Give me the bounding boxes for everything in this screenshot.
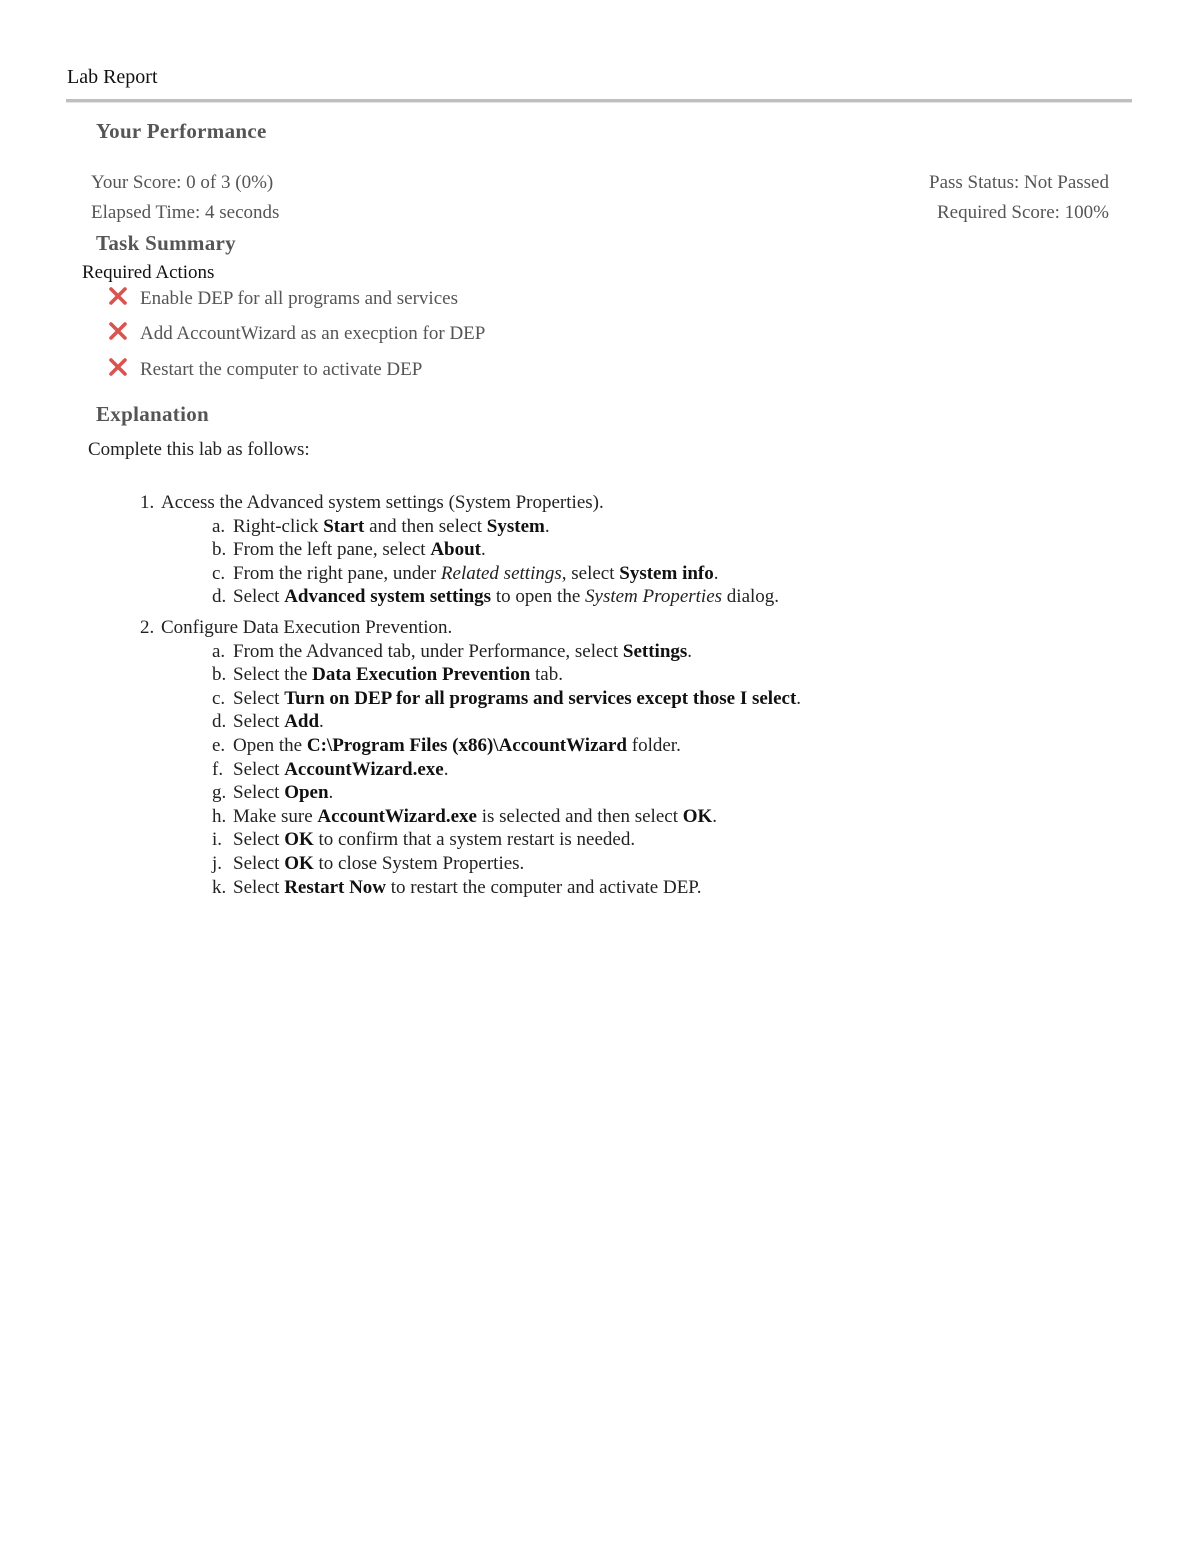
step-number: 1. [140,492,155,513]
required-actions-label: Required Actions [82,262,215,283]
ui-term: Start [323,515,365,537]
substep-text: From the Advanced tab, under Performance, select [233,640,623,662]
substep-text: and then select [364,515,487,537]
substep-item [212,781,801,805]
substep-text: . [544,515,550,537]
fail-x-icon [108,286,128,306]
substep-item [212,687,801,711]
substep-text: Make sure [233,805,318,827]
elapsed-time-text: Elapsed Time: 4 seconds [91,202,280,223]
score-text: Your Score: 0 of 3 (0%) [91,172,274,193]
step-heading [140,616,801,640]
ui-term: System [486,515,545,537]
ui-term: OK [284,829,314,851]
ui-term: Data Execution Prevention [312,664,531,686]
substep-text: . [481,539,486,561]
substep-text: Select [233,758,285,780]
substep-letter: d. [212,711,227,733]
substep-item [212,828,801,852]
substep-letter: c. [212,687,226,709]
substep-text: Select [233,876,285,898]
substep-text: to open the [491,586,586,608]
required-score-text: Required Score: 100% [936,202,1109,223]
substep-text: tab. [530,664,563,686]
substep-item [212,805,801,829]
substep-text: . [328,782,334,804]
substep-letter: d. [212,586,227,608]
substep-letter: e. [212,734,226,756]
emphasis-text: Related settings [440,562,562,584]
substep-letter: h. [212,805,227,827]
fail-x-icon [108,357,128,377]
substep-letter: a. [212,640,226,662]
header-divider [66,99,1132,103]
substep-text: dialog. [722,586,780,608]
ui-term: Turn on DEP for all programs and services except those I select [284,687,797,709]
task-item [108,357,422,381]
step-heading [140,491,801,515]
substep-text: is selected and then select [476,805,683,827]
substep-text: folder. [627,734,681,756]
substep-letter: b. [212,539,227,561]
substep-letter: a. [212,515,226,537]
substep-text: Right-click [233,515,324,537]
ui-term: AccountWizard.exe [317,805,477,827]
substep-letter: b. [212,664,227,686]
ui-term: Open [284,782,329,804]
substep-text: to close System Properties. [313,852,525,874]
substep-item [212,585,801,609]
ui-term: C:\Program Files (x86)\AccountWizard [306,734,627,756]
ui-term: About [430,539,482,561]
task-item-label: Enable DEP for all programs and services [140,288,458,309]
explanation-heading: Explanation [96,402,210,426]
substep-list [212,640,801,900]
substep-text: From the left pane, select [233,539,431,561]
page-title: Lab Report [67,66,158,88]
substep-text: Select [233,852,285,874]
ui-term: OK [284,852,314,874]
substep-item [212,876,801,900]
substep-text: Select the [233,664,313,686]
pass-status-text: Pass Status: Not Passed [929,172,1109,193]
step-text: Configure Data Execution Prevention. [161,616,453,638]
substep-item [212,663,801,687]
substep-item [212,562,801,586]
substep-item [212,538,801,562]
ui-term: Advanced system settings [284,586,492,608]
emphasis-text: System Properties [585,586,723,608]
substep-letter: g. [212,782,227,804]
instruction-steps [140,491,801,906]
substep-text: . [687,640,693,662]
substep-text: Select [233,687,285,709]
ui-term: System info [619,562,714,584]
substep-letter: c. [212,562,226,584]
ui-term: Restart Now [284,876,387,898]
substep-text: . [319,711,324,733]
substep-text: . [712,805,718,827]
substep-text: . [713,562,719,584]
substep-text: Select [233,782,285,804]
step-number: 2. [140,616,155,638]
task-item [108,286,458,310]
ui-term: Settings [622,640,688,662]
explanation-intro: Complete this lab as follows: [88,439,310,460]
performance-heading: Your Performance [96,119,267,143]
task-summary-heading: Task Summary [96,231,236,255]
substep-text: Select [233,586,285,608]
substep-letter: f. [212,758,224,780]
substep-letter: j. [212,852,223,874]
task-item-label: Restart the computer to activate DEP [140,359,423,380]
task-item-label: Add AccountWizard as an execption for DEP [140,323,486,344]
step-item [140,616,801,899]
fail-x-icon [108,321,128,341]
substep-text: to confirm that a system restart is needed. [313,829,636,851]
substep-text: . [443,758,449,780]
substep-text: . [796,687,802,709]
substep-item [212,710,801,734]
substep-text: Select [233,829,285,851]
substep-item [212,852,801,876]
substep-text: Select [233,711,285,733]
substep-text: to restart the computer and activate DEP. [386,876,702,898]
substep-text: From the right pane, under [233,562,441,584]
ui-term: AccountWizard.exe [284,758,444,780]
substep-letter: i. [212,829,223,851]
substep-item [212,758,801,782]
step-item [140,491,801,609]
substep-list [212,515,801,609]
substep-item [212,515,801,539]
substep-text: Open the [233,734,307,756]
ui-term: OK [682,805,713,827]
ui-term: Add [284,711,320,733]
substep-letter: k. [212,876,227,898]
task-item [108,321,485,345]
substep-item [212,640,801,664]
substep-text: , select [561,562,620,584]
substep-item [212,734,801,758]
step-text: Access the Advanced system settings (System Properties). [161,492,604,513]
